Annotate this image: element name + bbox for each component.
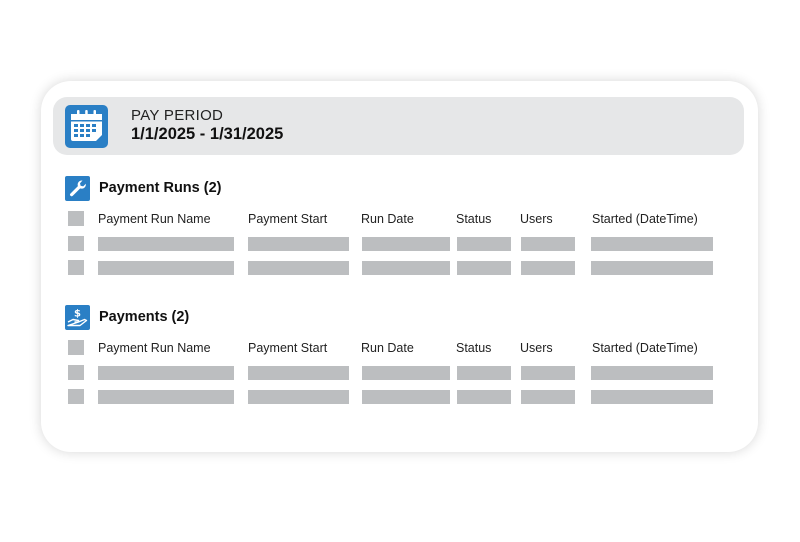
- col-header-payment-start[interactable]: Payment Start: [248, 341, 328, 355]
- placeholder-cell: [591, 261, 713, 275]
- placeholder-cell: [591, 237, 713, 251]
- col-header-users[interactable]: Users: [520, 341, 553, 355]
- placeholder-cell: [98, 366, 234, 380]
- placeholder-cell: [521, 261, 575, 275]
- placeholder-cell: [591, 390, 713, 404]
- wrench-icon: [65, 176, 90, 201]
- col-header-payment-run-name[interactable]: Payment Run Name: [98, 212, 211, 226]
- select-all-checkbox[interactable]: [68, 211, 84, 226]
- payment-runs-title: Payment Runs (2): [99, 180, 222, 196]
- placeholder-cell: [362, 261, 450, 275]
- placeholder-cell: [248, 261, 349, 275]
- pay-period-card: [41, 81, 758, 452]
- row-checkbox[interactable]: [68, 365, 84, 380]
- calendar-icon: [65, 105, 108, 148]
- col-header-status[interactable]: Status: [456, 212, 492, 226]
- placeholder-cell: [521, 366, 575, 380]
- col-header-payment-start[interactable]: Payment Start: [248, 212, 328, 226]
- col-header-started-datetime[interactable]: Started (DateTime): [592, 341, 698, 355]
- placeholder-cell: [591, 366, 713, 380]
- col-header-run-date[interactable]: Run Date: [361, 341, 414, 355]
- payments-section: [41, 305, 758, 435]
- placeholder-cell: [98, 261, 234, 275]
- payments-title: Payments (2): [99, 309, 190, 325]
- row-checkbox[interactable]: [68, 389, 84, 404]
- placeholder-cell: [362, 390, 450, 404]
- pay-period-header: [53, 97, 744, 155]
- placeholder-cell: [457, 366, 511, 380]
- col-header-run-date[interactable]: Run Date: [361, 212, 414, 226]
- placeholder-cell: [248, 237, 349, 251]
- placeholder-cell: [457, 261, 511, 275]
- money-hand-icon: [65, 305, 90, 330]
- row-checkbox[interactable]: [68, 236, 84, 251]
- placeholder-cell: [362, 366, 450, 380]
- col-header-status[interactable]: Status: [456, 341, 492, 355]
- svg-text:$: $: [74, 308, 81, 320]
- placeholder-cell: [457, 237, 511, 251]
- pay-period-label: PAY PERIOD: [131, 107, 224, 124]
- placeholder-cell: [248, 390, 349, 404]
- col-header-payment-run-name[interactable]: Payment Run Name: [98, 341, 211, 355]
- select-all-checkbox[interactable]: [68, 340, 84, 355]
- row-checkbox[interactable]: [68, 260, 84, 275]
- payment-runs-section: [41, 176, 758, 306]
- col-header-users[interactable]: Users: [520, 212, 553, 226]
- col-header-started-datetime[interactable]: Started (DateTime): [592, 212, 698, 226]
- placeholder-cell: [98, 390, 234, 404]
- placeholder-cell: [248, 366, 349, 380]
- placeholder-cell: [98, 237, 234, 251]
- placeholder-cell: [521, 390, 575, 404]
- placeholder-cell: [457, 390, 511, 404]
- pay-period-range: 1/1/2025 - 1/31/2025: [131, 125, 284, 143]
- placeholder-cell: [362, 237, 450, 251]
- placeholder-cell: [521, 237, 575, 251]
